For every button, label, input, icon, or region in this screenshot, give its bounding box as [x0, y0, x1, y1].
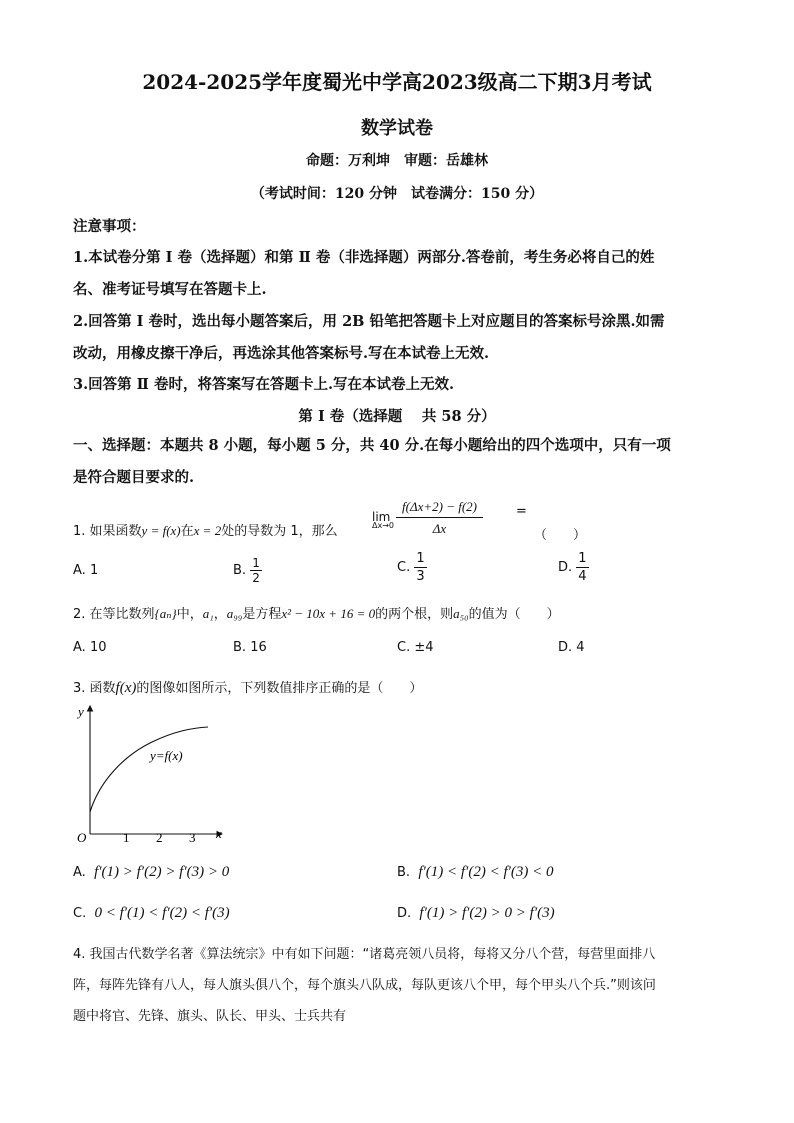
q2-a50: a₅₀ — [453, 606, 469, 621]
q4-line-2: 阵，每阵先锋有八人，每人旗头俱八个，每个旗头八队成，每队更该八个甲，每个甲头八个兵.”则该问 — [73, 978, 656, 993]
q3-text: 的图像如图所示，下列数值排序正确的是（ ） — [136, 681, 423, 696]
q1-denominator: Δx — [432, 521, 447, 536]
q2-option-a: A. 10 — [73, 640, 107, 655]
notes-heading: 注意事项： — [73, 218, 146, 235]
option-fraction: $\frac{1}{3}$ — [416, 551, 425, 584]
q1-option-a — [73, 563, 98, 578]
option-label: A. — [73, 563, 86, 578]
q1-option-d — [558, 550, 589, 585]
q2-text: ， — [213, 607, 227, 622]
q1-limit — [372, 510, 394, 530]
function-curve — [90, 727, 208, 812]
option-label: C. — [397, 560, 411, 575]
q1-option-b — [233, 556, 262, 585]
q4-line-1: 4. 我国古代数学名著《算法统宗》中有如下问题：“诸葛亮领八员将，每将又分八个营，每营里面排八 — [73, 947, 656, 962]
function-graph — [70, 700, 230, 845]
option-label: B. — [233, 563, 247, 578]
x-tick-1: 1 — [123, 830, 130, 845]
q2-a99: a₉₉ — [226, 606, 243, 621]
q3-option-b: B. f′(1) < f′(2) < f′(3) < 0 — [397, 864, 554, 880]
curve-label: y=f(x) — [150, 748, 183, 763]
q3-option-c: C. 0 < f′(1) < f′(2) < f′(3) — [73, 905, 230, 921]
q4-line-3: 题中将官、先锋、旗头、队长、甲头、士兵共有 — [73, 1009, 347, 1024]
question-3-stem — [73, 677, 422, 697]
question-1-stem — [73, 520, 338, 539]
q2-option-b: B. 16 — [233, 640, 267, 655]
q2-equation: x² − 10x + 16 = 0 — [281, 606, 376, 621]
q1-prefix: 1. 如果函数 — [73, 524, 142, 539]
option-fraction: $\frac{1}{4}$ — [578, 551, 587, 584]
q3-option-d: D. f′(1) > f′(2) > 0 > f′(3) — [397, 905, 555, 921]
note-1-line-2: 名、准考证号填写在答题卡上. — [73, 281, 267, 298]
question-2-stem — [73, 603, 560, 622]
q1-function: y = f(x) — [141, 523, 181, 538]
q1-lim-sub: Δx→0 — [372, 521, 394, 530]
q2-text: 中， — [176, 607, 203, 622]
x-axis-label: x — [216, 826, 222, 841]
q1-blank: （ ） — [534, 528, 587, 543]
exam-title: 2024-2025学年度蜀光中学高2023级高二下期3月考试 — [142, 70, 652, 94]
exam-subject: 数学试卷 — [361, 118, 433, 139]
option-value: 1 — [89, 563, 99, 578]
note-2-line-2: 改动，用橡皮擦干净后，再选涂其他答案标号.写在本试卷上无效. — [73, 345, 490, 362]
q2-sequence: {aₙ} — [154, 606, 177, 621]
q1-lim: lim — [372, 510, 391, 524]
q1-numerator: f(Δx+2) − f(2) — [396, 497, 483, 518]
q2-text: 是方程 — [242, 607, 282, 622]
q2-option-d: D. 4 — [558, 640, 585, 655]
q2-text: 的值为（ ） — [468, 607, 560, 622]
q2-text: 的两个根，则 — [375, 607, 454, 622]
x-tick-2: 2 — [156, 830, 163, 845]
q1-at: 在 — [180, 524, 194, 539]
x-tick-3: 3 — [189, 830, 196, 845]
section-title: 第 Ⅰ 卷（选择题 共 58 分） — [298, 408, 496, 425]
note-3: 3.回答第 Ⅱ 卷时，将答案写在答题卡上.写在本试卷上无效. — [73, 376, 455, 393]
q1-option-c — [397, 550, 427, 585]
q1-mid: 处的导数为 1，那么 — [221, 524, 338, 539]
q2-option-c: C. ±4 — [397, 640, 434, 655]
exam-authors: 命题：万利坤 审题：岳雄林 — [306, 153, 488, 169]
q1-fraction — [396, 497, 483, 540]
note-1-line-1: 1.本试卷分第 Ⅰ 卷（选择题）和第 Ⅱ 卷（非选择题）两部分.答卷前，考生务必将自己的姓 — [73, 249, 655, 266]
origin-label: O — [77, 830, 87, 845]
q1-point: x = 2 — [193, 523, 222, 538]
option-label: D. — [558, 560, 573, 575]
q3-text: 3. 函数 — [73, 681, 116, 696]
note-2-line-1: 2.回答第 Ⅰ 卷时，选出每小题答案后，用 2B 铅笔把答题卡上对应题目的答案标号涂黑.如需 — [73, 313, 665, 330]
option-fraction: $\frac{1}{2}$ — [252, 556, 260, 585]
section-intro-line-2: 是符合题目要求的. — [73, 469, 195, 486]
exam-info: （考试时间：120 分钟 试卷满分：150 分） — [250, 186, 544, 202]
q3-option-a: A. f′(1) > f′(2) > f′(3) > 0 — [73, 864, 230, 880]
section-intro-line-1: 一、选择题：本题共 8 小题，每小题 5 分，共 40 分.在每小题给出的四个选项中，只有一项 — [73, 437, 671, 454]
q2-a1: a₁ — [202, 606, 214, 621]
y-axis-label: y — [78, 704, 84, 719]
q2-text: 2. 在等比数列 — [73, 607, 155, 622]
q3-function: f(x) — [115, 680, 137, 696]
q1-equals: = — [516, 504, 527, 519]
